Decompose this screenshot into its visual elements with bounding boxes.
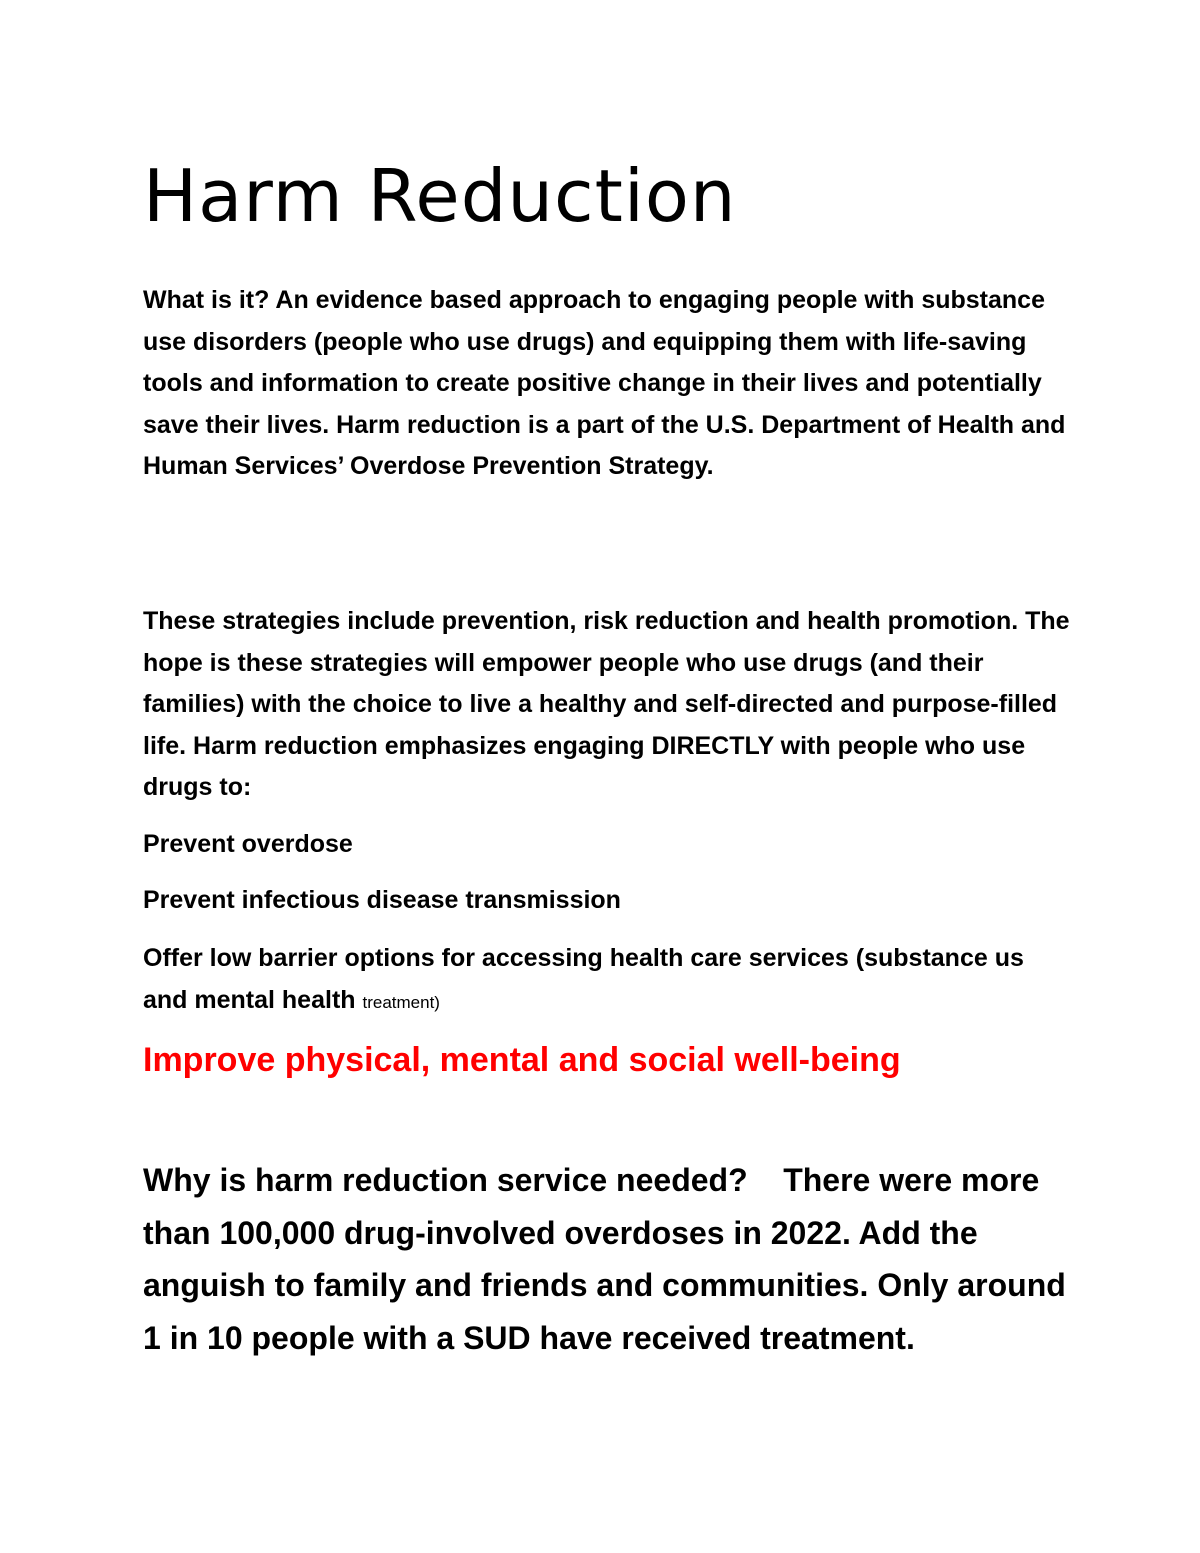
- goal-item-text: Offer low barrier options for accessing health care services (substance us and mental health: [143, 944, 1024, 1014]
- goal-item: Prevent overdose: [143, 830, 353, 858]
- goal-item: Prevent infectious disease transmission: [143, 886, 621, 914]
- page-title: Harm Reduction: [143, 154, 737, 238]
- strategies-paragraph: These strategies include prevention, risk reduction and health promotion. The hope is these strategies will empower people who use drugs (and their families) with the choice to live a healthy and self-directed and purpose-filled life. Harm reduction emphasizes engaging DIRECTLY with people who use drugs to:: [143, 607, 1070, 801]
- why-needed-paragraph: Why is harm reduction service needed? There were more than 100,000 drug-involved overdoses in 2022. Add the anguish to family and friends and communities. Only around 1 in 10 people with a SUD have received treatment.: [143, 1162, 1075, 1356]
- goal-item-suffix: treatment): [362, 992, 440, 1012]
- highlight-heading: Improve physical, mental and social well-being: [143, 1041, 901, 1079]
- definition-paragraph: What is it? An evidence based approach to engaging people with substance use disorders (people who use drugs) and equipping them with life-saving tools and information to create positive change in their lives and potentially save their lives. Harm reduction is a part of the U.S. Department of Health and Human Services’ Overdose Prevention Strategy.: [143, 286, 1066, 480]
- goal-item: [143, 938, 1073, 1023]
